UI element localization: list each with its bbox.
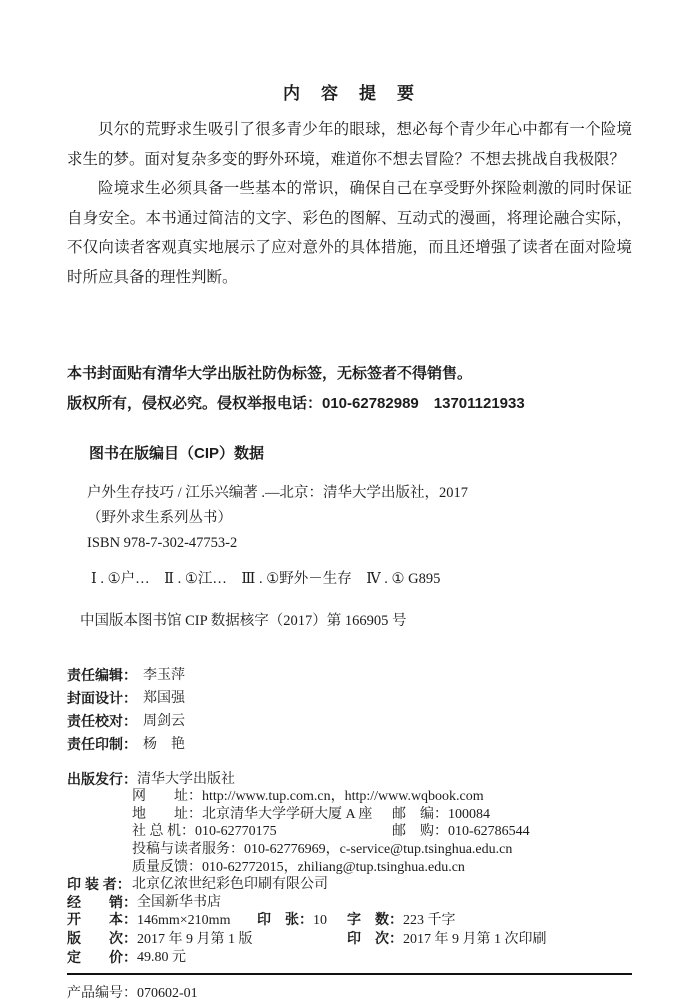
address-value: 北京清华大学学研大厦 A 座 xyxy=(202,806,373,822)
content-summary-heading: 内 容 提 要 xyxy=(283,84,416,103)
price-row xyxy=(67,949,632,967)
product-number-row xyxy=(67,984,632,1000)
cip-record: 中国版本图书馆 CIP 数据核字（2017）第 166905 号 xyxy=(80,612,407,629)
zip-value: 100084 xyxy=(448,806,490,822)
mailorder-segment xyxy=(392,823,530,841)
summary-paragraph-1: 贝尔的荒野求生吸引了很多青少年的眼球，想必每个青少年心中都有一个险境求生的梦。面对复杂多变的野外环境，难道你不想去冒险？不想去挑战自我极限？ xyxy=(67,121,632,168)
quality-label: 质量反馈： xyxy=(132,859,202,875)
cip-heading: 图书在版编目（CIP）数据 xyxy=(89,444,265,462)
sheets-value: 10 xyxy=(313,913,327,929)
format-label: 开 本： xyxy=(67,911,137,928)
edition-value: 2017 年 9 月第 1 版 xyxy=(137,931,253,947)
publisher-switchboard-row xyxy=(67,823,632,841)
credit-name: 郑国强 xyxy=(143,690,185,706)
credit-row-print-supervisor xyxy=(67,733,632,756)
publisher-service-row xyxy=(67,841,632,859)
price-value: 49.80 元 xyxy=(137,949,186,965)
printer-label: 印 装 者： xyxy=(67,876,131,893)
publisher-row xyxy=(67,771,632,789)
impression-segment xyxy=(347,930,547,949)
credit-label: 责任校对： xyxy=(67,712,137,729)
words-label: 字 数： xyxy=(347,911,403,928)
credit-label: 责任印制： xyxy=(67,735,137,752)
credit-row-cover-design xyxy=(67,687,632,710)
price-label: 定 价： xyxy=(67,948,137,965)
quality-value: 010-62772015，zhiliang@tup.tsinghua.edu.cn xyxy=(202,859,465,875)
anti-piracy-notice xyxy=(67,359,632,419)
staff-credits xyxy=(67,664,632,756)
website-label: 网 址： xyxy=(132,789,202,805)
format-segment xyxy=(67,911,257,930)
content-summary xyxy=(67,115,632,293)
publisher-quality-row xyxy=(67,859,632,877)
publisher-name: 清华大学出版社 xyxy=(137,771,235,787)
cip-title-line: 户外生存技巧 / 江乐兴编著 .—北京：清华大学出版社，2017 xyxy=(87,484,469,501)
anti-piracy-line-2: 版权所有，侵权必究。侵权举报电话：010-62782989 13701121933 xyxy=(67,394,525,412)
edition-row xyxy=(67,930,632,949)
credit-label: 责任编辑： xyxy=(67,666,137,683)
printer-value: 北京亿浓世纪彩色印刷有限公司 xyxy=(132,877,328,893)
anti-piracy-line-1: 本书封面贴有清华大学出版社防伪标签，无标签者不得销售。 xyxy=(67,364,473,382)
service-label: 投稿与读者服务： xyxy=(132,841,244,857)
website-value: http://www.tup.com.cn，http://www.wqbook.com xyxy=(202,789,484,805)
publisher-website-row xyxy=(67,788,632,806)
sheets-segment xyxy=(257,911,347,930)
edition-segment xyxy=(67,930,347,949)
distribution-value: 全国新华书店 xyxy=(137,894,221,910)
credit-name: 杨 艳 xyxy=(143,736,185,752)
impression-value: 2017 年 9 月第 1 次印刷 xyxy=(403,931,547,947)
publishing-colophon xyxy=(67,771,632,967)
words-segment xyxy=(347,911,456,930)
cip-series-line: （野外求生系列丛书） xyxy=(87,509,232,526)
cip-body xyxy=(67,481,632,556)
distribution-label: 经 销： xyxy=(67,893,137,910)
mailorder-value: 010-62786544 xyxy=(448,824,530,840)
words-value: 223 千字 xyxy=(403,913,456,929)
sheets-label: 印 张： xyxy=(257,911,313,928)
impression-label: 印 次： xyxy=(347,929,403,946)
credit-row-editor xyxy=(67,664,632,687)
credit-row-proofreader xyxy=(67,710,632,733)
format-row xyxy=(67,911,632,930)
summary-paragraph-2: 险境求生必须具备一些基本的常识，确保自己在享受野外探险刺激的同时保证自身安全。本书通过简洁的文字、彩色的图解、互动式的漫画，将理论融合实际，不仅向读者客观真实地展示了应对意外的具体措施，而且还增强了读者在面对险境时所应具备的理性判断。 xyxy=(67,180,632,286)
product-number-label: 产品编号： xyxy=(67,986,137,1000)
format-value: 146mm×210mm xyxy=(137,913,231,929)
mailorder-label: 邮 购： xyxy=(392,824,448,840)
credit-name: 李玉萍 xyxy=(143,667,185,683)
switchboard-value: 010-62770175 xyxy=(195,824,277,840)
address-segment xyxy=(132,806,392,824)
switchboard-segment xyxy=(132,823,392,841)
zip-label: 邮 编： xyxy=(392,806,448,822)
divider-rule xyxy=(67,973,632,975)
cip-classification: Ⅰ . ①户… Ⅱ . ①江… Ⅲ . ①野外－生存 Ⅳ . ① G895 xyxy=(91,570,441,587)
address-label: 地 址： xyxy=(132,806,202,822)
product-number-value: 070602-01 xyxy=(137,986,198,1000)
publisher-address-row xyxy=(67,806,632,824)
service-value: 010-62776969，c-service@tup.tsinghua.edu.cn xyxy=(244,841,513,857)
printer-row xyxy=(67,876,632,894)
distribution-row xyxy=(67,894,632,912)
edition-label: 版 次： xyxy=(67,929,137,946)
credit-name: 周剑云 xyxy=(143,713,185,729)
zip-segment xyxy=(392,806,490,824)
credit-label: 封面设计： xyxy=(67,689,137,706)
switchboard-label: 社 总 机： xyxy=(132,824,195,840)
publisher-label: 出版发行： xyxy=(67,770,137,787)
cip-isbn-line: ISBN 978-7-302-47753-2 xyxy=(87,534,238,551)
